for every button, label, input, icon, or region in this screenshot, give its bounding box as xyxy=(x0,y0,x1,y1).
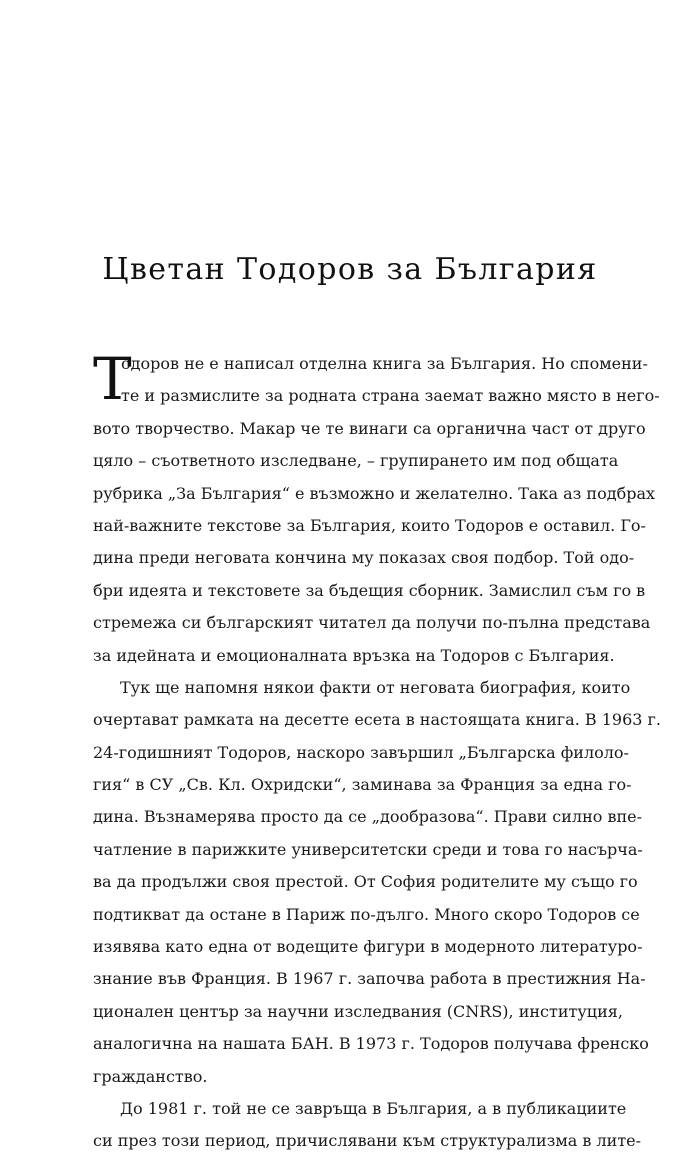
text-line: дина преди неговата кончина му показах своя подбор. Той одо- xyxy=(93,548,635,568)
text-line: аналогична на нашата БАН. В 1973 г. Тодоров получава френско xyxy=(93,1034,649,1054)
text-line: ционален център за научни изследвания (CNRS), институция, xyxy=(93,1001,623,1021)
text-line: знание във Франция. В 1967 г. започва работа в престижния На- xyxy=(93,969,646,989)
text-line: До 1981 г. той не се завръща в България, а в публикациите xyxy=(120,1098,627,1118)
paragraph-1 xyxy=(93,345,660,672)
text-line: стремежа си българският читател да получи по-пълна представа xyxy=(93,613,651,633)
text-line: 24-годишният Тодоров, наскоро завършил „Българска филоло- xyxy=(93,742,629,762)
text-line: за идейната и емоционалната връзка на Тодоров с България. xyxy=(93,645,615,665)
text-line: си през този период, причислявани към структурализма в лите- xyxy=(93,1131,642,1151)
text-line: ва да продължи своя престой. От София родителите му също го xyxy=(93,872,638,892)
chapter-title: Цветан Тодоров за България xyxy=(102,252,598,287)
text-line: одоров не е написал отделна книга за България. Но спомени- xyxy=(121,354,648,373)
text-line: най-важните текстове за България, които Тодоров е оставил. Го- xyxy=(93,515,646,535)
text-line: очертават рамката на десетте есета в настоящата книга. В 1963 г. xyxy=(93,710,661,730)
text-line: вото творчество. Макар че те винаги са органична част от друго xyxy=(93,418,646,438)
text-line: гия“ в СУ „Св. Кл. Охридски“, заминава за Франция за една го- xyxy=(93,775,632,795)
text-line: изявява като една от водещите фигури в модерното литературо- xyxy=(93,937,643,957)
text-line: бри идеята и текстовете за бъдещия сборник. Замислил съм го в xyxy=(93,580,646,600)
text-line: рубрика „За България“ е възможно и желателно. Така аз подбрах xyxy=(93,483,656,503)
body-text xyxy=(93,345,661,1158)
text-line: гражданство. xyxy=(93,1066,208,1086)
text-line: дина. Възнамерява просто да се „дообразова“. Прави силно впе- xyxy=(93,807,642,827)
text-line: подтикват да остане в Париж по-дълго. Много скоро Тодоров се xyxy=(93,904,640,924)
text-line: те и размислите за родната страна заемат важно място в него- xyxy=(121,386,660,406)
paragraph-3 xyxy=(93,1093,642,1158)
drop-cap: Т xyxy=(93,345,132,413)
text-line: чатление в парижките университетски среди и това го насърча- xyxy=(93,839,643,859)
text-line: цяло – съответното изследване, – групирането им под общата xyxy=(93,451,619,471)
text-line: Тук ще напомня някои факти от неговата биография, които xyxy=(120,677,631,697)
paragraph-2 xyxy=(93,672,661,1093)
